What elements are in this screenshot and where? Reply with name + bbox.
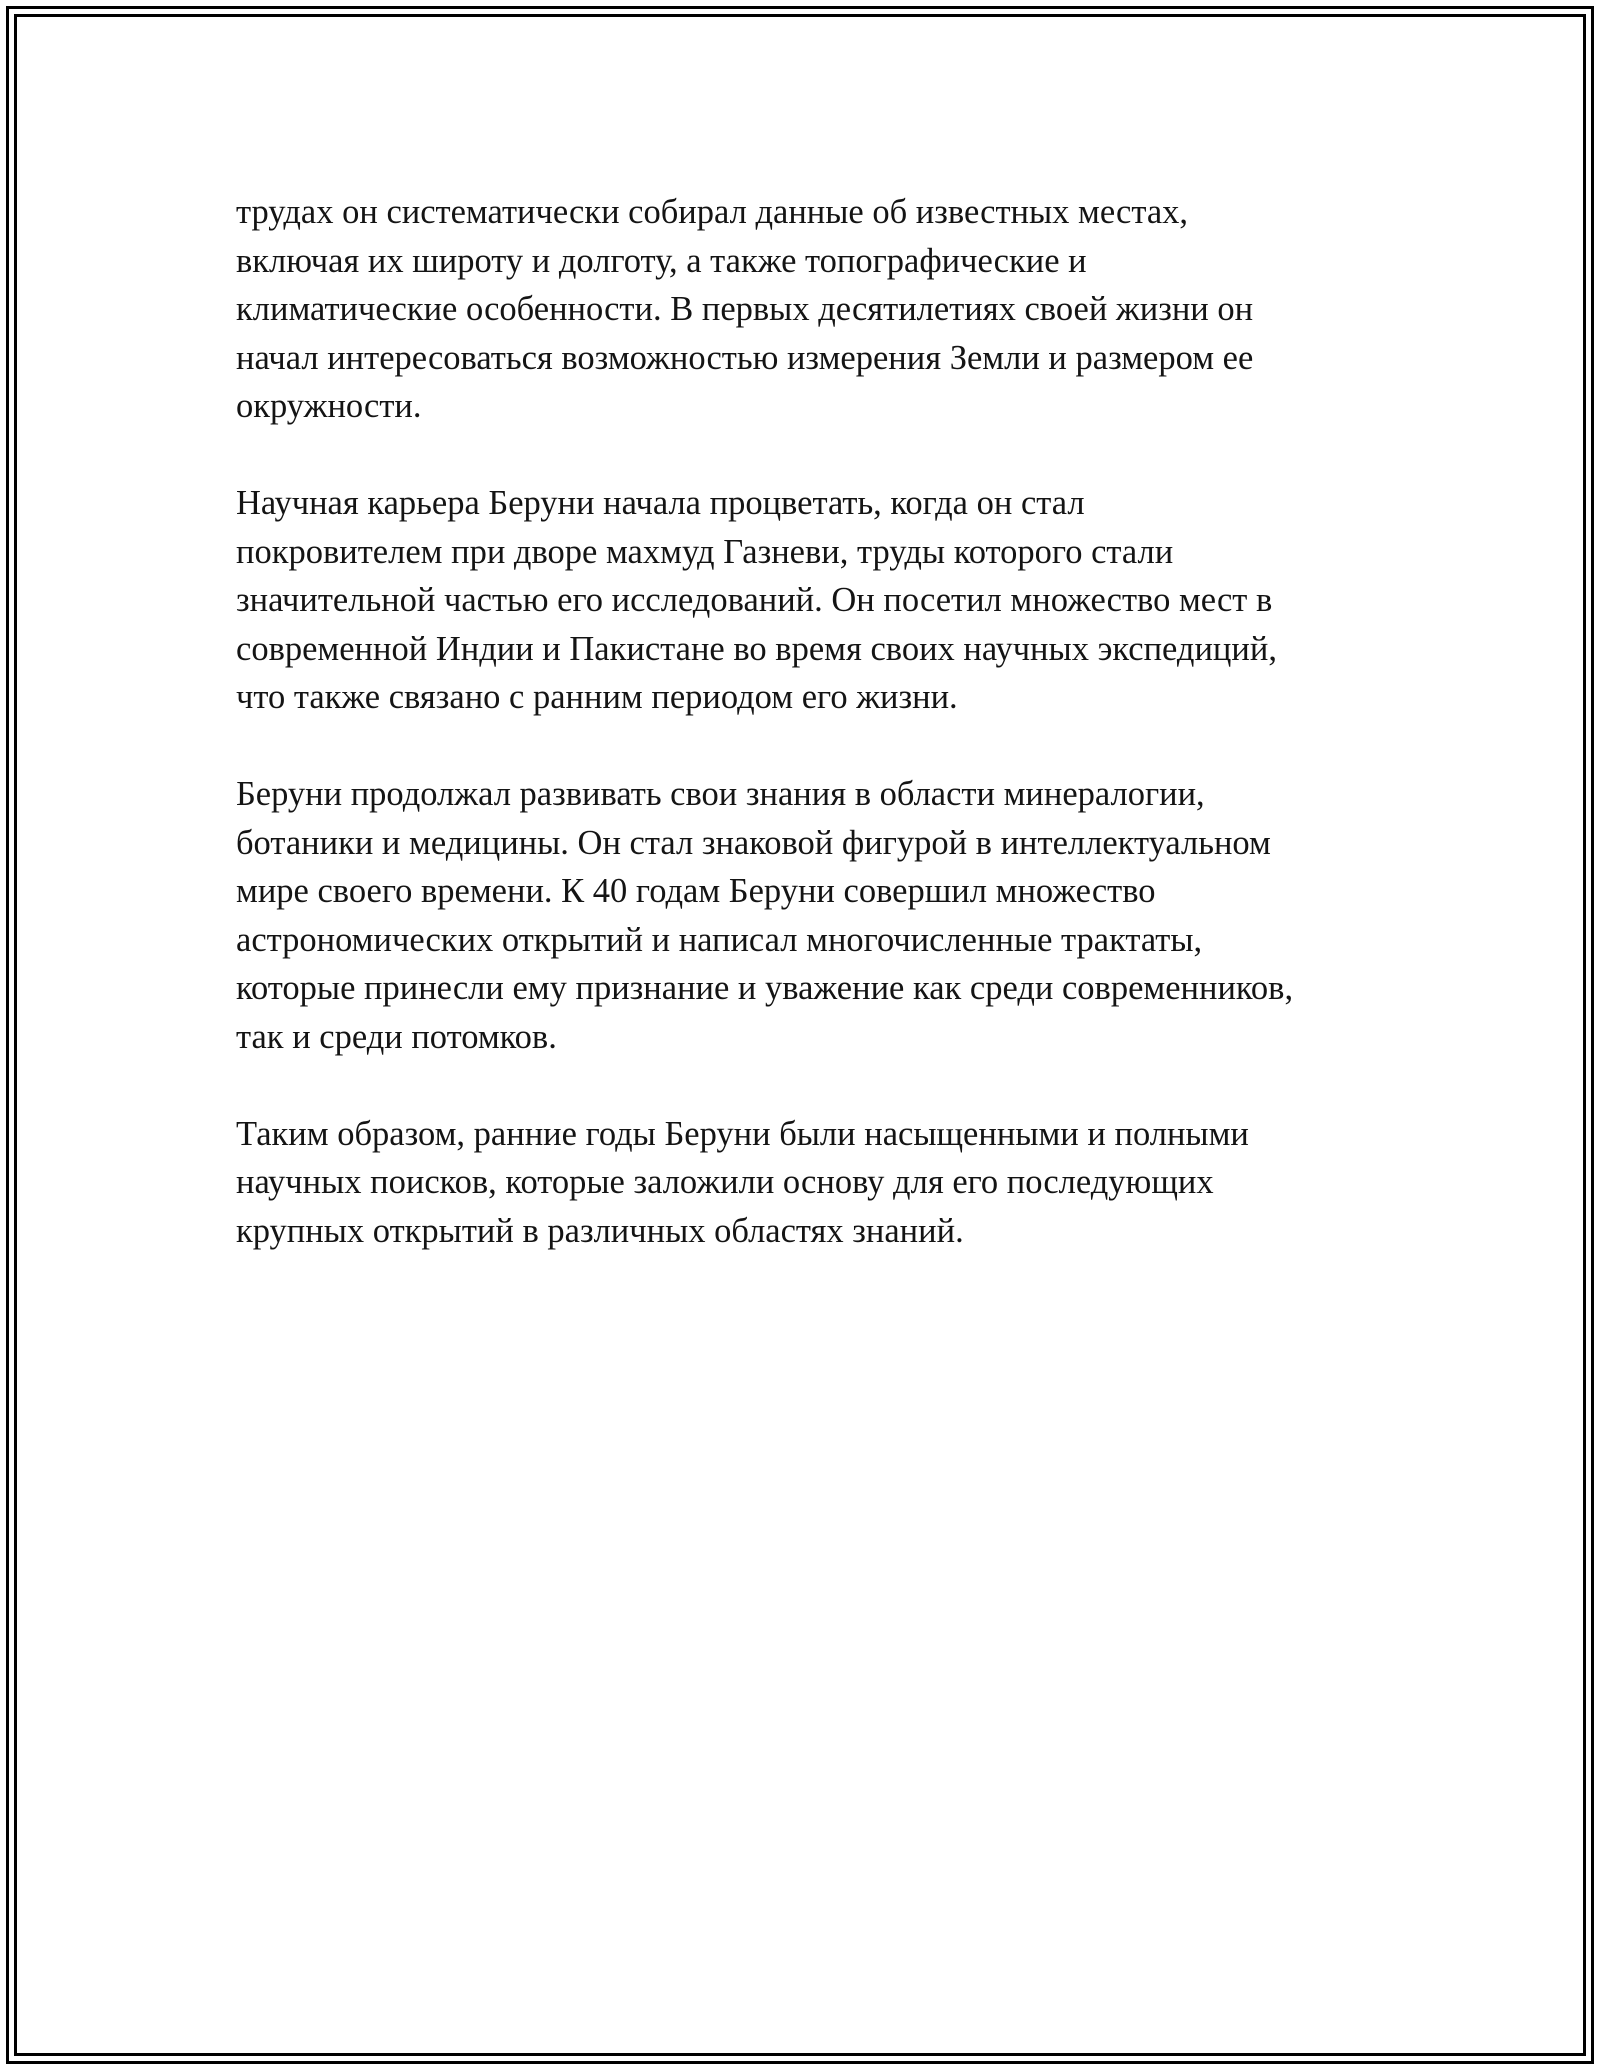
text-line: окружности. [236,387,422,425]
text-line: трудах он систематически собирал данные об известных местах, [236,193,1189,231]
text-line: значительной частью его исследований. Он посетил множество мест в [236,581,1273,619]
text-line: мире своего времени. К 40 годам Беруни совершил множество [236,872,1156,910]
text-line: Таким образом, ранние годы Беруни были насыщенными и полными [236,1114,1249,1153]
text-line: которые принесли ему признание и уважение как среди современников, [236,969,1294,1007]
text-line: Беруни продолжал развивать свои знания в области минералогии, [236,775,1205,813]
text-line: включая их широту и долготу, а также топографические и [236,241,1087,280]
text-line: климатические особенности. В первых десятилетиях своей жизни он [236,290,1254,328]
paragraph-1 [236,188,1396,431]
text-line: начал интересоваться возможностью измерения Земли и размером ее [236,338,1254,377]
text-line: ботаники и медицины. Он стал знаковой фигурой в интеллектуальном [236,823,1271,862]
text-line: современной Индии и Пакистане во время своих научных экспедиций, [236,629,1277,668]
text-line: Научная карьера Беруни начала процветать, когда он стал [236,484,1085,522]
paragraph-4 [236,1110,1396,1256]
text-line: покровителем при дворе махмуд Газневи, труды которого стали [236,532,1174,571]
text-line: астрономических открытий и написал многочисленные трактаты, [236,920,1203,959]
paragraph-2 [236,479,1396,722]
text-line: так и среди потомков. [236,1017,557,1056]
text-line: научных поисков, которые заложили основу для его последующих [236,1163,1214,1201]
text-line: что также связано с ранним периодом его жизни. [236,678,958,716]
text-line: крупных открытий в различных областях знаний. [236,1211,964,1250]
document-body [236,188,1396,1304]
paragraph-3 [236,770,1396,1061]
